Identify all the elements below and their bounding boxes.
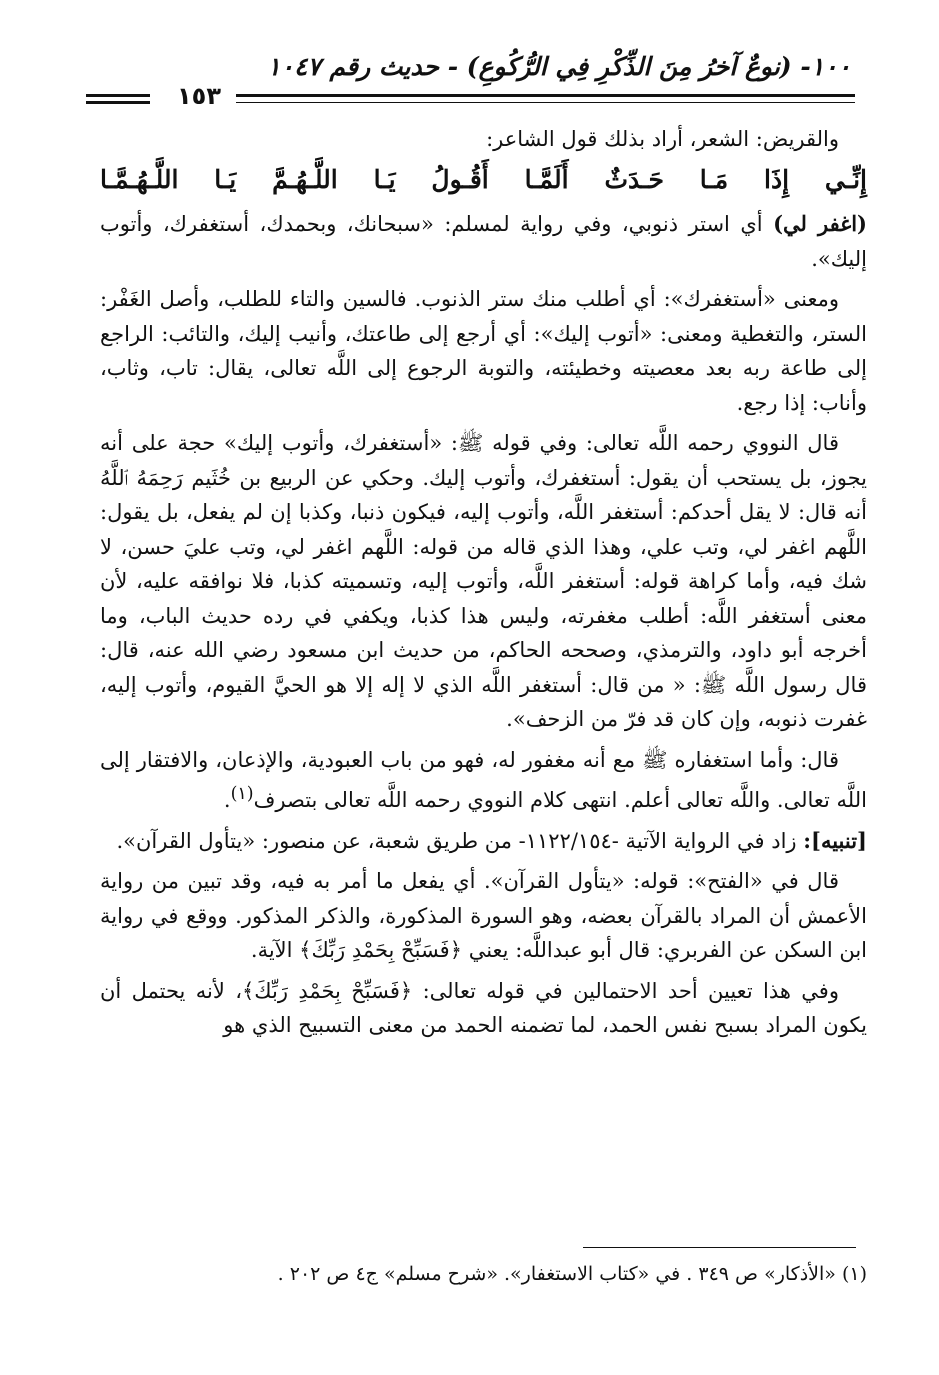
paragraph-fath: قال في «الفتح»: قوله: «يتأول القرآن». أي يفعل ما أمر به فيه، وقد تبين من رواية الأعمش أن المراد بالقرآن بعضه، وهو السورة المذكورة، والذكر المذكور. ووقع في رواية ابن السكن عن الفربري: قال أبو عبداللَّه: يعني ﴿فَسَبِّحْ بِحَمْدِ رَبِّكَ﴾ الآية. xyxy=(100,869,867,962)
main-text xyxy=(100,122,867,1049)
bold-heading: [تنبيه]: xyxy=(803,827,867,853)
paragraph-text: قال: وأما استغفاره ﷺ مع أنه مغفور له، فهو من باب العبودية، والإذعان، والافتقار إلى اللَّه تعالى. واللَّه تعالى أعلم. انتهى كلام النووي رحمه اللَّه تعالى بتصرف xyxy=(100,747,867,812)
header-rule xyxy=(236,94,855,103)
paragraph-text: أي استر ذنوبي، وفي رواية لمسلم: «سبحانك، وبحمدك، أستغفرك، وأتوب إليك». xyxy=(100,212,867,271)
paragraph-ihtimal: وفي هذا تعيين أحد الاحتمالين في قوله تعالى: ﴿فَسَبِّحْ بِحَمْدِ رَبِّكَ﴾، لأنه يحتمل أن يكون المراد بسبح نفس الحمد، لما تضمنه الحمد من معنى التسبيح الذي هو xyxy=(100,978,867,1037)
bold-heading: (اغفر لي) xyxy=(773,211,867,236)
paragraph-nawawi: قال النووي رحمه اللَّه تعالى: وفي قوله ﷺ: «أستغفرك، وأتوب إليك» حجة على أنه يجوز، بل يستحب أن يقول: أستغفرك، وأتوب إليك. وحكي عن الربيع بن خُثَيم رَحِمَهُ ٱللَّهُ أنه قال: لا يقل أحدكم: أستغفر اللَّه، وأتوب إليه، فيكون ذنبا، وكذبا إن لم يفعل، بل يقول: اللَّهم اغفر لي، وتب علي، وهذا الذي قاله من قوله: اللَّهم اغفر لي، وتب عليَ حسن، لا شك فيه، وأما كراهة قوله: أستغفر اللَّه، وأتوب إليه، وتسميته كذبا، فلا نوافقه عليه، لأن معنى أستغفر اللَّه: أطلب مغفرته، وليس هذا كذبا، ويكفي في رده حديث الباب، وما أخرجه أبو داود، والترمذي، وصححه الحاكم، من حديث ابن مسعود رضي الله عنه، قال: قال رسول اللَّه ﷺ: « من قال: أستغفر اللَّه الذي لا إله إلا هو الحيَّ القيوم، وأتوب إليه، غفرت ذنوبه، وإن كان قد فرّ من الزحف». xyxy=(100,431,867,731)
running-header: ١٠٠- (نوعٌ آخرُ مِنَ الذِّكْرِ فِي الرُّكُوعِ) - حديث رقم ١٠٤٧ xyxy=(267,52,851,81)
footnote-rule xyxy=(583,1247,856,1248)
footnote-reference: (١) xyxy=(230,784,254,804)
footnote: (١) «الأذكار» ص ٣٤٩ . في «كتاب الاستغفار». «شرح مسلم» ج٤ ص ٢٠٢ . xyxy=(277,1263,867,1285)
paragraph-meaning: ومعنى «أستغفرك»: أي أطلب منك ستر الذنوب. فالسين والتاء للطلب، وأصل الغَفْر: الستر، والتغطية ومعنى: «أتوب إليك»: أي أرجع إلى طاعتك، وأنيب إليك، والتائب: الراجع إلى طاعة ربه بعد معصيته وخطيئته، والتوبة الرجوع إلى اللَّه تعالى، يقال: تاب، وثاب، وأناب: إذا رجع. xyxy=(100,287,867,415)
page-number-rule-bottom xyxy=(86,101,150,104)
poetry-verse: إِنِّـي إِذَا مَـا حَـدَثٌ أَلَمَّـا أَقُـولُ يَـا اللَّـهُـمَّ يَـا اللَّـهُـمَّـا xyxy=(100,164,867,194)
page-number-rule-top xyxy=(86,94,150,97)
page-number: ١٥٣ xyxy=(177,82,221,110)
paragraph-ighfir-li xyxy=(100,207,867,276)
paragraph-tanbih xyxy=(100,824,867,859)
paragraph-istighfar: قال: وأما استغفاره ﷺ مع أنه مغفور له، فهو من باب العبودية، والإذعان، والافتقار إلى اللَّه تعالى. واللَّه تعالى أعلم. انتهى كلام النووي رحمه اللَّه تعالى بتصرف$^{(١)}$. xyxy=(100,747,867,812)
paragraph-text: زاد في الرواية الآتية -١١٢٢/١٥٤- من طريق شعبة، عن منصور: «يتأول القرآن». xyxy=(116,828,804,853)
intro-paragraph: والقريض: الشعر، أراد بذلك قول الشاعر: xyxy=(486,127,839,151)
